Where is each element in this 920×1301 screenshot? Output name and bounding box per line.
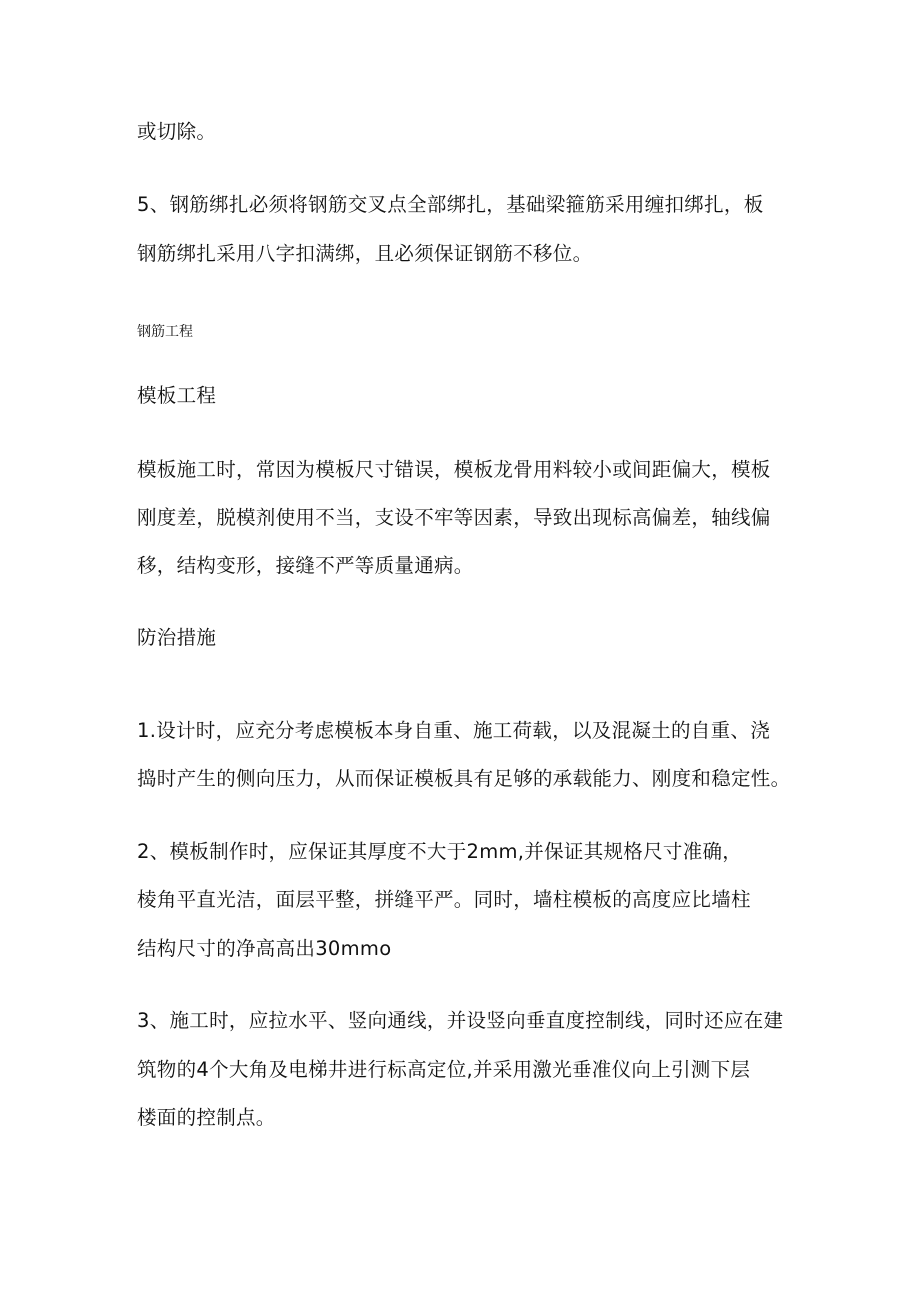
section-heading: 防治措施 [137,626,217,649]
text-line: 或切除。 [137,120,217,143]
text-line: 1.设计时，应充分考虑模板本身自重、施工荷载，以及混凝土的自重、浇 [137,719,771,742]
text-line: 5、钢筋绑扎必须将钢筋交叉点全部绑扎，基础梁箍筋采用缠扣绑扎，板 [137,193,764,216]
text-line: 筑物的4个大角及电梯井进行标高定位,并采用激光垂准仪向上引测下层 [137,1058,751,1081]
section-heading: 模板工程 [137,384,217,407]
text-line: 3、施工时，应拉水平、竖向通线，并设竖向垂直度控制线，同时还应在建 [137,1009,784,1032]
text-line: 移，结构变形，接缝不严等质量通病。 [137,554,474,577]
text-line: 2、模板制作时，应保证其厚度不大于2mm,并保证其规格尺寸准确， [137,840,743,863]
text-line: 棱角平直光洁，面层平整，拼缝平严。同时，墙柱模板的高度应比墙柱 [137,888,751,911]
text-line: 钢筋绑扎采用八字扣满绑，且必须保证钢筋不移位。 [137,242,593,265]
text-line: 楼面的控制点。 [137,1106,276,1129]
text-line: 结构尺寸的净高高出30mmo [137,937,392,960]
text-line: 捣时产生的侧向压力，从而保证模板具有足够的承载能力、刚度和稳定性。 [137,767,791,790]
section-heading: 钢筋工程 [137,324,193,340]
text-line: 模板施工时，常因为模板尺寸错误，模板龙骨用料较小或间距偏大，模板 [137,458,771,481]
text-line: 刚度差，脱模剂使用不当，支设不牢等因素，导致出现标高偏差，轴线偏 [137,506,771,529]
